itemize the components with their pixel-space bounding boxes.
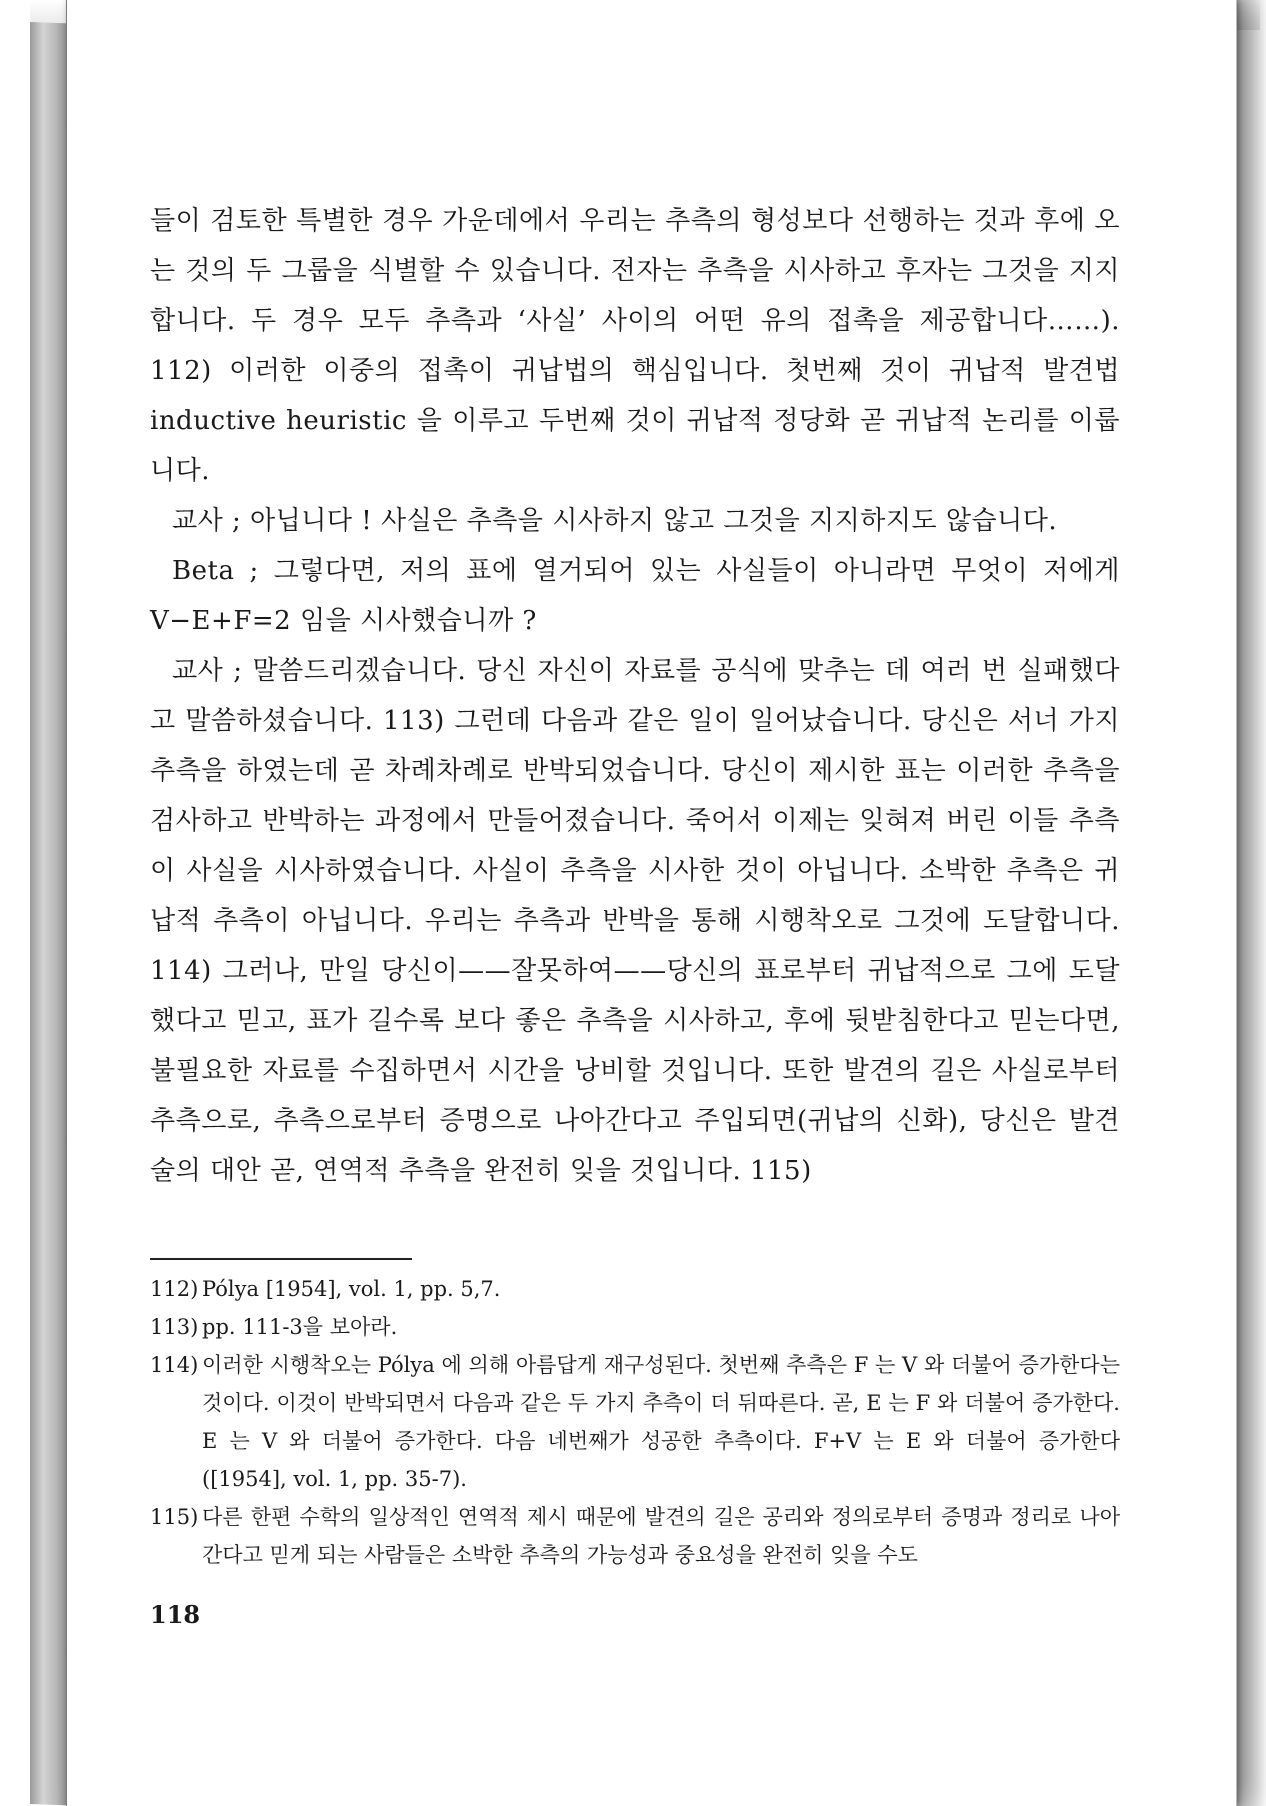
paragraph: 교사 ; 아닙니다 ! 사실은 추측을 시사하지 않고 그것을 지지하지도 않습니다. [172,506,1058,536]
footnote-text: 이러한 시행착오는 Pólya 에 의해 아름답게 재구성된다. 첫번째 추측은 F 는 V 와 더불어 증가한다는 것이다. 이것이 반박되면서 다음과 같은 두 가지 추측이 더 뒤따른다. 곧, E 는 F 와 더불어 증가한다. E 는 V 와 더불어 증가한다. 다음 네번째가 성공한 추측이다. F+V 는 E 와 더불어 증가한다([1954], vol. 1, pp. 35-7). [202,1353,1120,1491]
footnote [150,1270,1120,1308]
footnote-divider [150,1258,412,1260]
footnote [150,1346,1120,1498]
footnote [150,1498,1120,1574]
footnote-text: Pólya [1954], vol. 1, pp. 5,7. [202,1277,501,1301]
paragraph: 들이 검토한 특별한 경우 가운데에서 우리는 추측의 형성보다 선행하는 것과 후에 오는 것의 두 그룹을 식별할 수 있습니다. 전자는 추측을 시사하고 후자는 그것을 지지합니다. 두 경우 모두 추측과 ‘사실’ 사이의 어떤 유의 접촉을 제공합니다……). 112) 이러한 이중의 접촉이 귀납법의 핵심입니다. 첫번째 것이 귀납적 발견법 inductive heuristic 을 이루고 두번째 것이 귀납적 정당화 곧 귀납적 논리를 이룹니다. [150,206,1120,486]
paragraph: Beta ; 그렇다면, 저의 표에 열거되어 있는 사실들이 아니라면 무엇이 저에게 V−E+F=2 임을 시사했습니까 ? [150,556,1120,636]
footnotes [150,1270,1120,1574]
page-shadow [1236,0,1266,1806]
footnote-number: 115) [150,1505,199,1529]
footnote-text: 다른 한편 수학의 일상적인 연역적 제시 때문에 발견의 길은 공리와 정의로부터 증명과 정리로 나아간다고 믿게 되는 사람들은 소박한 추측의 가능성과 중요성을 완전히 잊을 수도 [202,1505,1120,1567]
paragraph: 교사 ; 말씀드리겠습니다. 당신 자신이 자료를 공식에 맞추는 데 여러 번 실패했다고 말씀하셨습니다. 113) 그런데 다음과 같은 일이 일어났습니다. 당신은 서너 가지 추측을 하였는데 곧 차례차례로 반박되었습니다. 당신이 제시한 표는 이러한 추측을 검사하고 반박하는 과정에서 만들어졌습니다. 죽어서 이제는 잊혀져 버린 이들 추측이 사실을 시사하였습니다. 사실이 추측을 시사한 것이 아닙니다. 소박한 추측은 귀납적 추측이 아닙니다. 우리는 추측과 반박을 통해 시행착오로 그것에 도달합니다. 114) 그러나, 만일 당신이——잘못하여——당신의 표로부터 귀납적으로 그에 도달했다고 믿고, 표가 길수록 보다 좋은 추측을 시사하고, 후에 뒷받침한다고 믿는다면, 불필요한 자료를 수집하면서 시간을 낭비할 것입니다. 또한 발견의 길은 사실로부터 추측으로, 추측으로부터 증명으로 나아간다고 주입되면(귀납의 신화), 당신은 발견술의 대안 곧, 연역적 추측을 완전히 잊을 것입니다. 115) [150,656,1120,1186]
footnote-number: 113) [150,1315,199,1339]
footnote [150,1308,1120,1346]
footnote-number: 114) [150,1353,199,1377]
book-spine [30,22,68,1805]
footnote-number: 112) [150,1277,199,1301]
main-text [150,196,1120,1196]
footnote-text: pp. 111-3을 보아라. [202,1315,398,1339]
page-number: 118 [150,1600,201,1629]
